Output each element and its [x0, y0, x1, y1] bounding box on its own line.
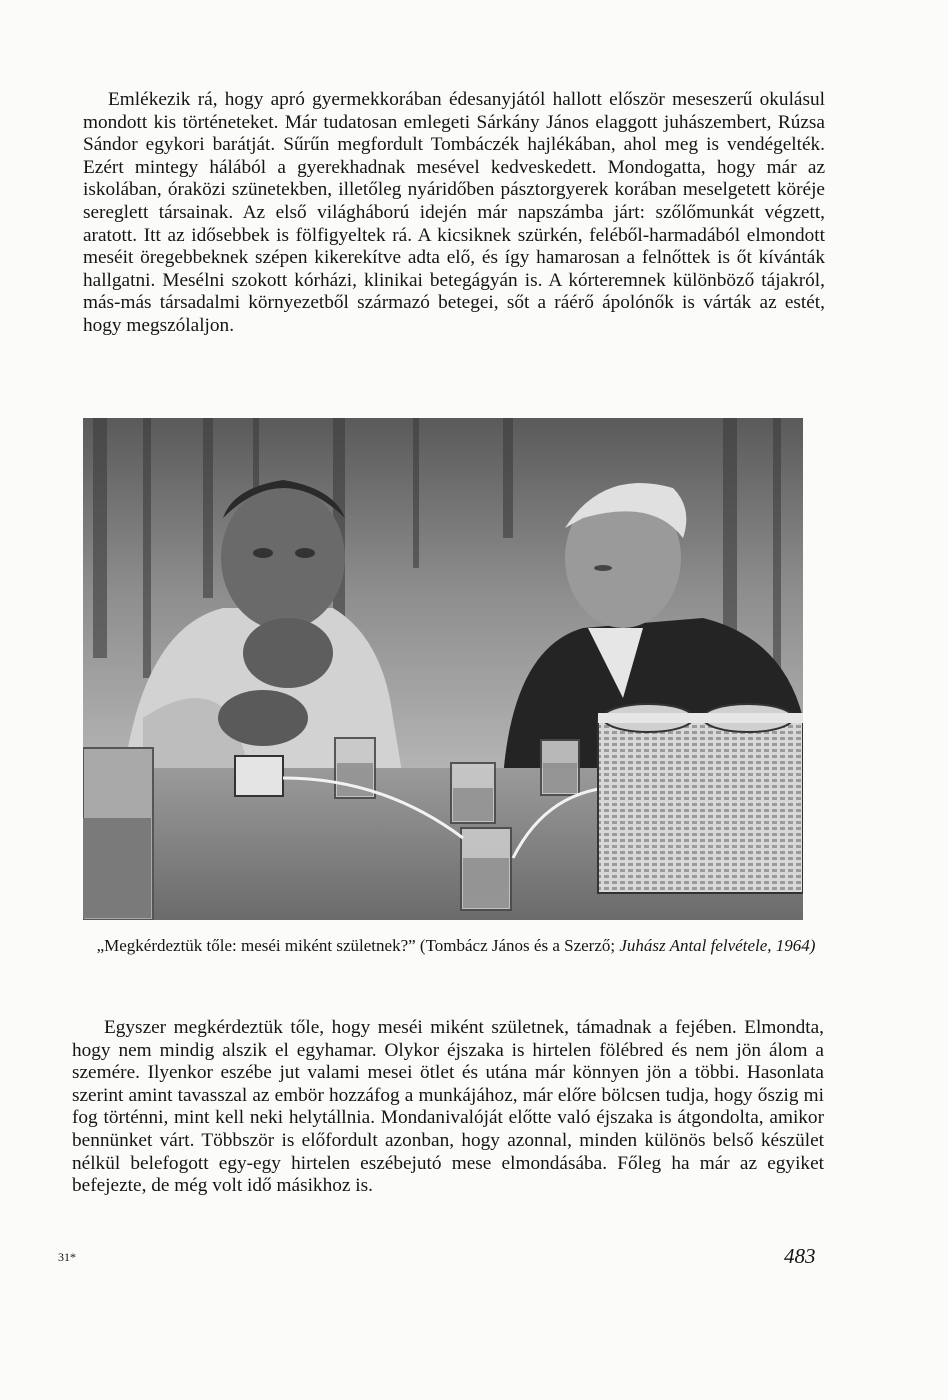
caption-credit: Juhász Antal felvétele, 1964)	[619, 936, 816, 955]
page-number: 483	[784, 1244, 816, 1268]
photo-caption	[96, 935, 816, 957]
caption-main: „Megkérdeztük tőle: meséi miként születnek?” (Tombácz János és a Szerző;	[96, 936, 620, 955]
photograph	[83, 418, 803, 920]
paragraph-2: Egyszer megkérdeztük tőle, hogy meséi miként születnek, támadnak a fejében. Elmondta, hogy nem mindig alszik el egyhamar. Olykor éjszaka is hirtelen fölébred és nem jön álom a szemére. Ilyenkor eszébe jut valami mesei ötlet és utána már könnyen jön a többi. Hasonlata szerint amint tavasszal az embör hozzáfog a munkájához, már előre bölcsen tudja, hogy őszig mi fog történni, mint kell neki helytállnia. Mondanivalóját előtte való éjszaka is átgondolta, amikor bennünket várt. Többször is előfordult azonban, hogy azonnal, minden különös belső készület nélkül belefogott egy-egy hirtelen eszébejutó mese elmondásába. Főleg ha már az egyiket befejezte, de még volt idő másikhoz is.	[72, 1017, 824, 1197]
paragraph-1: Emlékezik rá, hogy apró gyermekkorában édesanyjától hallott először meseszerű okulásul mondott kis történeteket. Már tudatosan emlegeti Sárkány János elaggott juhászembert, Rúzsa Sándor egykori barátját. Sűrűn megfordult Tombáczék hajlékában, ahol meg is vendégelték. Ezért mintegy hálából a gyerekhadnak mesével kedveskedett. Mondogatta, hogy már az iskolában, óraközi szünetekben, illetőleg nyáridőben pásztorgyerek korában meselgetett köréje sereglett társainak. Az első világháború idején már napszámba járt: szőlőmunkát végzett, aratott. Itt az idősebbek is fölfigyeltek rá. A kicsiknek szürkén, feléből-harmadából elmondott meséit öregebbeknek szépen kikerekítve adta elő, és így hamarosan a felnőttek is őt kívánták hallgatni. Mesélni szokott kórházi, klinikai betegágyán is. A kórteremnek különböző tájakról, más-más társadalmi környezetből származó betegei, sőt a ráérő ápolónők is várták az estét, hogy megszólaljon.	[83, 89, 825, 336]
signature-mark: 31*	[58, 1250, 76, 1264]
